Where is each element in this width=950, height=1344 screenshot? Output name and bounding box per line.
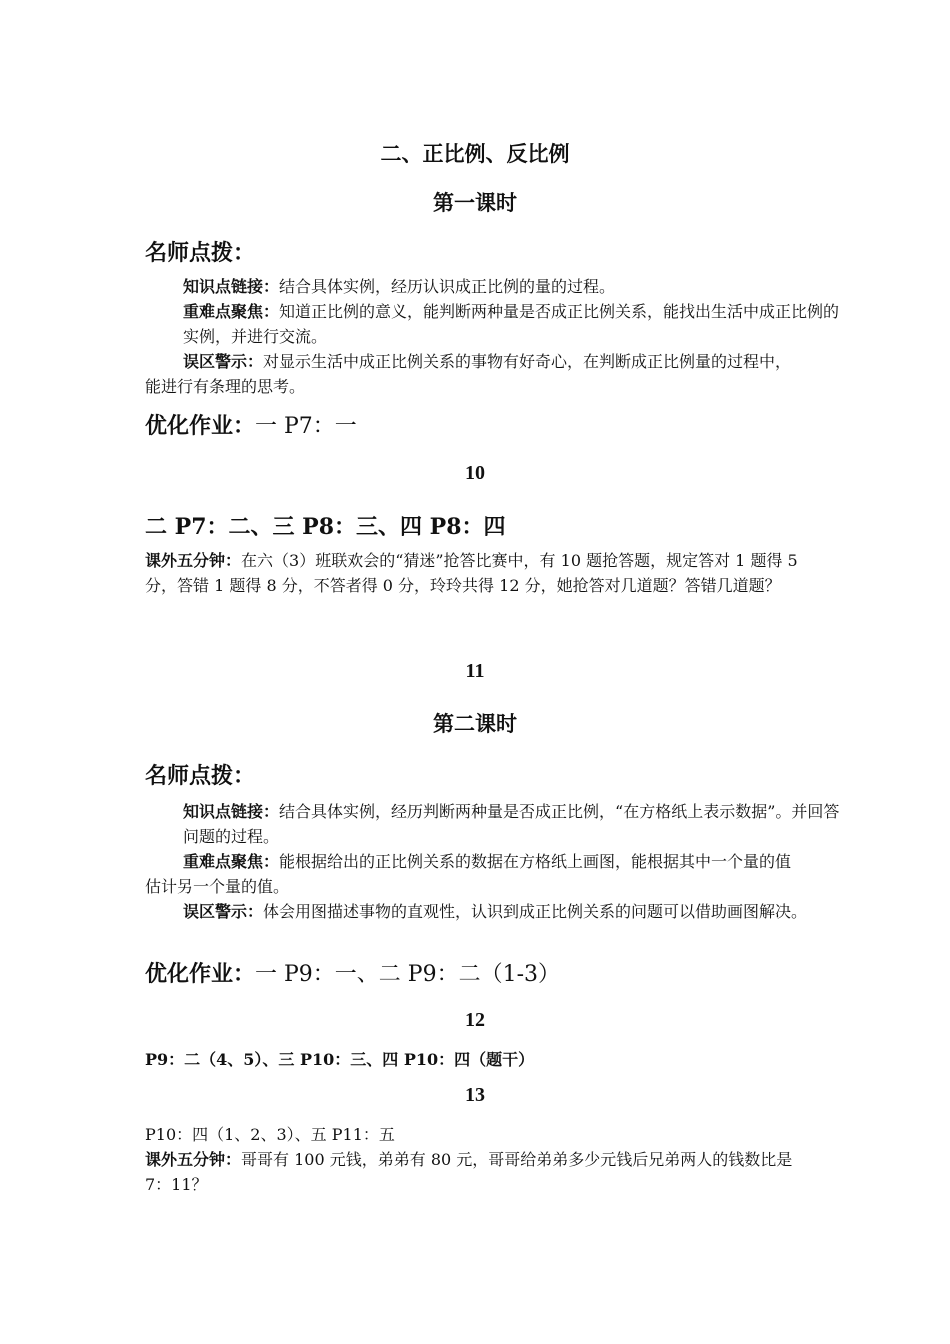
unit-title: 二、正比例、反比例 [380, 141, 570, 166]
lesson1-knowledge [145, 274, 845, 299]
lesson2-tips-heading: 名师点拨： [145, 763, 256, 789]
lesson1-focus [145, 299, 845, 349]
page-number-12: 12 [465, 1009, 485, 1031]
page-number-11: 11 [465, 660, 485, 682]
extra-text: 在六（3）班联欢会的“猜迷”抢答比赛中，有 10 题抢答题，规定答对 1 题得 5 分，答错 1 题得 8 分，不答者得 0 分，玲玲共得 12 分，她抢答对几道题？答错几道题？ [145, 551, 798, 595]
extra-text: 哥哥有 100 元钱，弟弟有 80 元，哥哥给弟弟多少元钱后兄弟两人的钱数比是 7：11？ [145, 1150, 793, 1194]
lesson1-extra [145, 548, 807, 598]
warning-text: 体会用图描述事物的直观性，认识到成正比例关系的问题可以借助画图解决。 [263, 902, 808, 921]
focus-text: 知道正比例的意义，能判断两种量是否成正比例关系，能找出生活中成正比例的实例，并进行交流。 [183, 302, 840, 346]
lesson1-homework-continued: 二 P7：二、三 P8：三、四 P8：四 [145, 514, 506, 540]
extra-label: 课外五分钟： [145, 551, 242, 570]
knowledge-text: 结合具体实例，经历判断两种量是否成正比例，“在方格纸上表示数据”。并回答问题的过程。 [183, 802, 840, 846]
lesson2-homework [145, 957, 807, 988]
focus-text: 能根据给出的正比例关系的数据在方格纸上画图，能根据其中一个量的值估计另一个量的值。 [145, 852, 792, 896]
focus-label: 重难点聚焦： [183, 302, 280, 321]
homework-text: 一 P7：一 [255, 414, 357, 439]
homework-label: 优化作业： [145, 413, 256, 439]
lesson1-warning [145, 349, 807, 399]
focus-label: 重难点聚焦： [183, 852, 280, 871]
lesson2-warning [145, 899, 845, 924]
homework-text: 一 P9：一、二 P9：二（1-3） [255, 962, 561, 987]
page-number-10: 10 [465, 462, 485, 484]
lesson2-homework-continued-1: P9：二（4、5）、三 P10：三、四 P10：四（题干） [145, 1050, 535, 1069]
warning-label: 误区警示： [183, 902, 264, 921]
homework-label: 优化作业： [145, 961, 256, 987]
warning-label: 误区警示： [183, 352, 264, 371]
knowledge-label: 知识点链接： [183, 802, 280, 821]
page-number-13: 13 [465, 1084, 485, 1106]
lesson2-title: 第二课时 [433, 711, 517, 736]
lesson2-extra [145, 1147, 807, 1197]
warning-text: 对显示生活中成正比例关系的事物有好奇心，在判断成正比例量的过程中，能进行有条理的思考。 [145, 352, 792, 396]
knowledge-label: 知识点链接： [183, 277, 280, 296]
lesson2-homework-continued-2: P10：四（1、2、3）、五 P11：五 [145, 1125, 395, 1144]
lesson2-knowledge [145, 799, 845, 849]
knowledge-text: 结合具体实例，经历认识成正比例的量的过程。 [279, 277, 616, 296]
lesson1-title: 第一课时 [433, 190, 517, 215]
extra-label: 课外五分钟： [145, 1150, 242, 1169]
lesson1-homework [145, 409, 807, 440]
lesson2-focus [145, 849, 807, 899]
lesson1-tips-heading: 名师点拨： [145, 240, 256, 266]
